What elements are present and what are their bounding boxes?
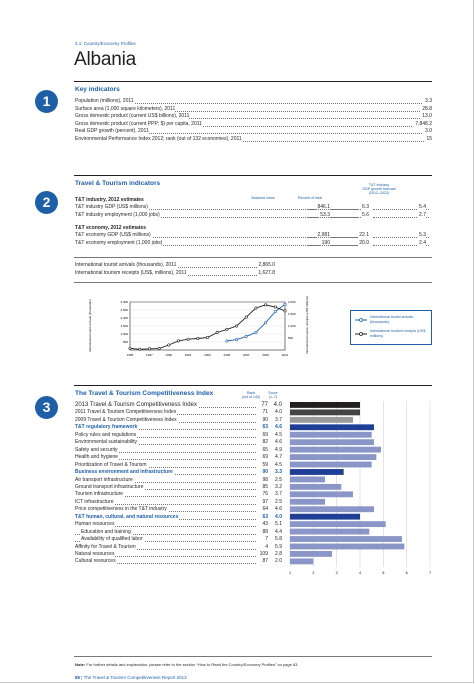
ttci-row-label: Business environment and infrastructure (75, 469, 173, 476)
tt-indicator-row (75, 204, 432, 212)
ttci-bar (290, 514, 360, 520)
ttci-row-label: ICT infrastructure (75, 498, 114, 505)
bar-axis-tick: 3 (335, 570, 338, 575)
ttci-row-rank: 4 (265, 543, 268, 550)
ttci-row (75, 477, 282, 484)
ttci-row-label: Ground transport infrastructure (75, 483, 144, 490)
section-title-ttci: The Travel & Tourism Competitiveness Index (75, 390, 214, 397)
ttci-row-rank: 63 (262, 513, 268, 520)
tt-row-label: T&T industry employment (1,000 jobs) (75, 211, 160, 218)
ttci-row-rank: 64 (262, 506, 268, 513)
ttci-bar (290, 424, 374, 430)
ttci-row-label: Prioritization of Travel & Tourism (75, 461, 147, 468)
ttci-row-rank: 65 (262, 446, 268, 453)
ttci-row (75, 499, 282, 506)
col-head-percent: Percent of total (297, 196, 323, 200)
section-number-2: 2 (35, 191, 58, 214)
tt-row-label: T&T industry GDP (US$ millions) (75, 204, 148, 210)
arrivals-row (75, 270, 275, 278)
ttci-row-score: 2.0 (270, 558, 282, 565)
data-point (264, 304, 266, 306)
key-indicator-value: 13.0 (422, 113, 432, 120)
data-point (138, 348, 140, 350)
col-head-forecast: T&T industry GDP growth forecast (2012–2022) (362, 183, 396, 195)
ttci-row (75, 417, 282, 424)
data-point (264, 322, 266, 324)
note-label: Note: (75, 662, 86, 667)
tourism-chart (80, 296, 320, 364)
breadcrumb: 2.1: Country/Economy Profiles (75, 41, 136, 46)
ttci-bar (290, 558, 313, 564)
ttci-row-score: 2.5 (270, 477, 282, 484)
ttci-row-rank: 63 (262, 424, 268, 431)
footer-separator: | (81, 675, 83, 680)
ttci-row-label: Human resources (75, 521, 115, 528)
key-indicator-row (75, 136, 432, 144)
ttci-row-rank: 88 (262, 528, 268, 535)
ttci-bar (290, 551, 332, 557)
ttci-bar (290, 447, 381, 453)
ttci-row-score: 4.4 (270, 529, 282, 536)
x-tick-label: 1997 (146, 353, 153, 357)
x-tick-label: 1999 (165, 353, 173, 357)
x-tick-label: 2001 (184, 353, 192, 357)
data-point (284, 303, 286, 305)
ttci-row-rank: 77 (261, 402, 268, 408)
key-indicator-label: Gross domestic product (current US$ billions), 2011 (75, 113, 190, 120)
ttci-bar (290, 409, 360, 415)
data-point (187, 338, 189, 340)
ttci-row-score: 3.7 (270, 491, 282, 498)
ttci-row-label: 2009 Travel & Tourism Competitiveness Index (75, 416, 177, 423)
ttci-row-label: Price competitiveness in the T&T industry (75, 506, 167, 513)
legend-receipts-marker (355, 332, 367, 336)
ttci-bar (290, 469, 344, 475)
ttci-row-score: 4.6 (270, 424, 282, 431)
right-tick-label: 1,000 (288, 324, 296, 328)
data-point (274, 310, 276, 312)
ttci-row-label: T&T human, cultural, and natural resources (75, 513, 179, 520)
section-rule (74, 81, 432, 82)
ttci-bar (290, 477, 325, 483)
bar-axis-tick: 5 (382, 570, 385, 575)
ttci-row-label: Education and training (81, 528, 131, 535)
left-tick-label: 1,000 (120, 332, 128, 336)
tt-row-absolute: 190 (321, 239, 330, 246)
section-number-3: 3 (35, 396, 58, 419)
ttci-bar-chart (286, 401, 434, 641)
tt-row-absolute: 53.3 (320, 211, 330, 218)
ttci-row-score: 5.1 (270, 521, 282, 528)
tt-indicator-row (75, 240, 432, 248)
key-indicator-label: Environmental Performance Index 2012; rank (out of 132 economies), 2011 (75, 136, 242, 142)
col-head-score: Score (1–7) (268, 391, 278, 399)
section-rule (74, 175, 432, 176)
footer-page-number: 86 (75, 675, 81, 680)
data-point (255, 307, 257, 309)
section-title-tt-indicators: Travel & Tourism indicators (75, 180, 161, 187)
key-indicator-label: Surface area (1,000 square kilometers), 2011 (75, 105, 176, 112)
industry-heading: T&T industry, 2012 estimates (75, 197, 144, 203)
tt-row-percent: 22.1 (359, 232, 369, 238)
y-axis-label-right: International tourism receipts (US$ millions) (305, 296, 309, 354)
ttci-row-score: 2.8 (270, 551, 282, 558)
bar-axis-tick: 4 (359, 570, 361, 575)
key-indicator-value: 28.8 (422, 105, 432, 112)
ttci-row-score: 5.8 (270, 536, 282, 543)
ttci-row (75, 506, 282, 513)
divider (74, 257, 432, 258)
ttci-row-rank: 69 (262, 454, 268, 461)
key-indicator-row (75, 128, 432, 136)
ttci-row-rank: 109 (259, 551, 268, 557)
ttci-row (75, 432, 282, 439)
leader-dots (307, 217, 367, 218)
divider (74, 282, 432, 283)
footnote (75, 662, 298, 667)
tt-row-percent: 6.3 (362, 204, 369, 210)
ttci-row-rank: 7 (265, 536, 268, 543)
ttci-row-score: 2.5 (270, 499, 282, 506)
ttci-bar (290, 439, 374, 445)
key-indicator-value: 3.0 (425, 128, 432, 135)
left-tick-label: 500 (122, 340, 128, 344)
ttci-row-rank: 59 (262, 461, 268, 468)
ttci-row-label: 2013 Travel & Tourism Competitiveness Index (75, 402, 197, 408)
bar-axis-tick: 6 (405, 570, 408, 575)
key-indicator-label: Gross domestic product (current PPP; $) per capita, 2011 (75, 120, 202, 127)
ttci-bar (290, 432, 372, 438)
ttci-row-score: 4.9 (270, 447, 282, 454)
ttci-row (75, 558, 282, 565)
chart-legend (350, 310, 432, 345)
ttci-bar (290, 402, 360, 408)
left-tick-label: 2,000 (120, 316, 128, 320)
section-title-key-indicators: Key indicators (75, 86, 120, 93)
key-indicator-label: Real GDP growth (percent), 2011 (75, 128, 149, 135)
data-point (177, 340, 179, 342)
ttci-row-score: 4.7 (270, 454, 282, 461)
divider (74, 656, 432, 657)
arrivals-value: 1,627.8 (258, 270, 275, 276)
key-indicator-label: Population (millions), 2011 (75, 98, 134, 104)
ttci-row-label: 2011 Travel & Tourism Competitiveness Index (75, 409, 177, 416)
ttci-bar (290, 491, 353, 497)
left-tick-label: 3,000 (120, 300, 128, 304)
legend-arrivals-marker (355, 318, 367, 322)
tt-row-label: T&T economy GDP (US$ millions) (75, 232, 151, 238)
data-point (226, 328, 228, 330)
ttci-row-score: 4.0 (270, 409, 282, 416)
ttci-bar (290, 499, 325, 505)
tt-row-absolute: 2,981 (317, 232, 330, 238)
ttci-row-rank: 98 (262, 476, 268, 483)
ttci-row-label: Environmental sustainability (75, 439, 137, 446)
ttci-row-score: 4.0 (270, 514, 282, 521)
ttci-row (75, 491, 282, 498)
arrivals-value: 2,865.0 (258, 262, 275, 268)
x-tick-label: 2003 (204, 353, 211, 357)
ttci-row-label: Availability of qualified labor (81, 536, 143, 543)
ttci-row-score: 4.5 (270, 432, 282, 439)
data-point (245, 316, 247, 318)
ttci-row-rank: 69 (262, 431, 268, 438)
footer-title: The Travel & Tourism Competitiveness Report 2013 (83, 675, 187, 680)
x-tick-label: 2009 (262, 353, 269, 357)
ttci-row-rank: 87 (262, 558, 268, 565)
ttci-bar (290, 521, 386, 527)
tt-indicator-row (75, 232, 432, 240)
ttci-row-score: 4.6 (270, 506, 282, 513)
data-point (158, 347, 160, 349)
note-text: For further details and explanation, please refer to the section “How to Read the Country/Economy Profiles” on page 83. (86, 662, 299, 667)
x-tick-label: 1995 (126, 353, 134, 357)
bar-axis-tick: 2 (312, 570, 315, 575)
right-tick-label: 1,500 (288, 312, 296, 316)
ttci-bar (290, 544, 404, 550)
ttci-row-score: 4.0 (270, 402, 282, 409)
ttci-row-label: Cultural resources (75, 558, 116, 565)
ttci-row (75, 514, 282, 521)
ttci-row-rank: 97 (262, 498, 268, 505)
tt-row-absolute: 846.1 (317, 204, 330, 210)
left-tick-label: 1,500 (120, 324, 128, 328)
ttci-row (75, 409, 282, 416)
tt-row-forecast: 2.4 (419, 239, 426, 246)
key-indicator-value: 3.3 (425, 98, 432, 104)
key-indicator-row (75, 98, 432, 106)
tt-row-label: T&T economy employment (1,000 jobs) (75, 239, 163, 246)
tt-indicator-row (75, 212, 432, 220)
data-point (168, 344, 170, 346)
ttci-row-label: Policy rules and regulations (75, 431, 137, 438)
section-number-1: 1 (35, 90, 58, 113)
ttci-row (75, 529, 282, 536)
ttci-row (75, 544, 282, 551)
ttci-bar (290, 417, 353, 423)
data-point (129, 347, 131, 349)
ttci-row-score: 5.9 (270, 544, 282, 551)
ttci-row-rank: 85 (262, 483, 268, 490)
key-indicator-row (75, 113, 432, 121)
tt-row-percent: 5.6 (362, 211, 369, 218)
data-point (284, 310, 286, 312)
footer (75, 675, 187, 680)
ttci-row-label: Affinity for Travel & Tourism (75, 543, 136, 550)
ttci-row-score: 3.7 (270, 417, 282, 424)
data-point (216, 331, 218, 333)
ttci-row-label: Health and hygiene (75, 454, 119, 461)
economy-heading: T&T economy, 2012 estimates (75, 225, 147, 231)
data-point (148, 348, 150, 350)
ttci-row-score: 4.5 (270, 462, 282, 469)
bar-axis-tick: 1 (289, 570, 291, 575)
ttci-row (75, 521, 282, 528)
legend-receipts-label: International tourism receipts (US$ millions) (370, 329, 426, 338)
ttci-row (75, 424, 282, 431)
data-point (235, 325, 237, 327)
ttci-row (75, 439, 282, 446)
data-point (245, 335, 247, 337)
tt-row-forecast: 2.7 (419, 211, 426, 218)
data-point (197, 337, 199, 339)
tt-row-forecast: 5.3 (419, 232, 426, 238)
data-point (206, 336, 208, 338)
ttci-bar (290, 462, 372, 468)
ttci-bar (290, 484, 341, 490)
data-point (226, 340, 228, 342)
y-axis-label-left: International tourist arrivals (thousands) (88, 299, 92, 352)
ttci-row-label: T&T regulatory framework (75, 424, 138, 431)
data-point (274, 306, 276, 308)
legend-arrivals-label: International tourist arrivals (thousands) (370, 315, 414, 324)
ttci-bar (290, 454, 376, 460)
ttci-row-label: Tourism infrastructure (75, 491, 124, 498)
ttci-row (75, 402, 282, 409)
ttci-row-rank: 90 (262, 416, 268, 423)
ttci-row-score: 3.3 (270, 469, 282, 476)
col-head-rank: Rank (out of 140) (241, 391, 261, 399)
ttci-row (75, 462, 282, 469)
ttci-row-rank: 82 (262, 439, 268, 446)
ttci-row (75, 447, 282, 454)
data-point (255, 331, 257, 333)
ttci-bar (290, 529, 369, 535)
ttci-bar (290, 506, 374, 512)
key-indicator-row (75, 106, 432, 114)
arrivals-row (75, 262, 275, 270)
ttci-bar (290, 536, 402, 542)
key-indicator-row (75, 121, 432, 129)
right-tick-label: 500 (288, 336, 294, 340)
ttci-row-score: 3.2 (270, 484, 282, 491)
ttci-row-rank: 43 (262, 521, 268, 528)
data-point (235, 338, 237, 340)
section-rule (74, 385, 432, 386)
page-title: Albania (74, 49, 136, 70)
ttci-row-rank: 71 (262, 409, 268, 416)
ttci-row (75, 551, 282, 558)
right-tick-label: 2,000 (288, 300, 296, 304)
ttci-row-rank: 90 (262, 469, 268, 476)
tt-row-percent: 20.0 (359, 239, 369, 246)
ttci-row-score: 4.6 (270, 439, 282, 446)
col-head-absolute: Absolute value (251, 196, 275, 200)
x-tick-label: 2007 (242, 353, 250, 357)
tt-row-forecast: 5.4 (419, 204, 426, 210)
ttci-row (75, 454, 282, 461)
key-indicator-value: 7,848.2 (415, 120, 432, 127)
left-tick-label: 2,500 (120, 308, 128, 312)
bar-axis-tick: 7 (429, 570, 431, 575)
ttci-row (75, 469, 282, 476)
ttci-row-label: Air transport infrastructure (75, 476, 133, 483)
ttci-row (75, 484, 282, 491)
key-indicator-value: 15 (426, 136, 432, 142)
ttci-row-label: Safety and security (75, 446, 118, 453)
x-tick-label: 2011 (281, 353, 289, 357)
ttci-row (75, 536, 282, 543)
ttci-row-rank: 76 (262, 491, 268, 498)
arrivals-label: International tourist arrivals (thousands), 2011 (75, 262, 177, 268)
ttci-row-label: Natural resources (75, 551, 115, 557)
x-tick-label: 2005 (223, 353, 231, 357)
arrivals-label: International tourism receipts (US$, millions), 2011 (75, 270, 187, 276)
leader-dots (307, 209, 367, 210)
